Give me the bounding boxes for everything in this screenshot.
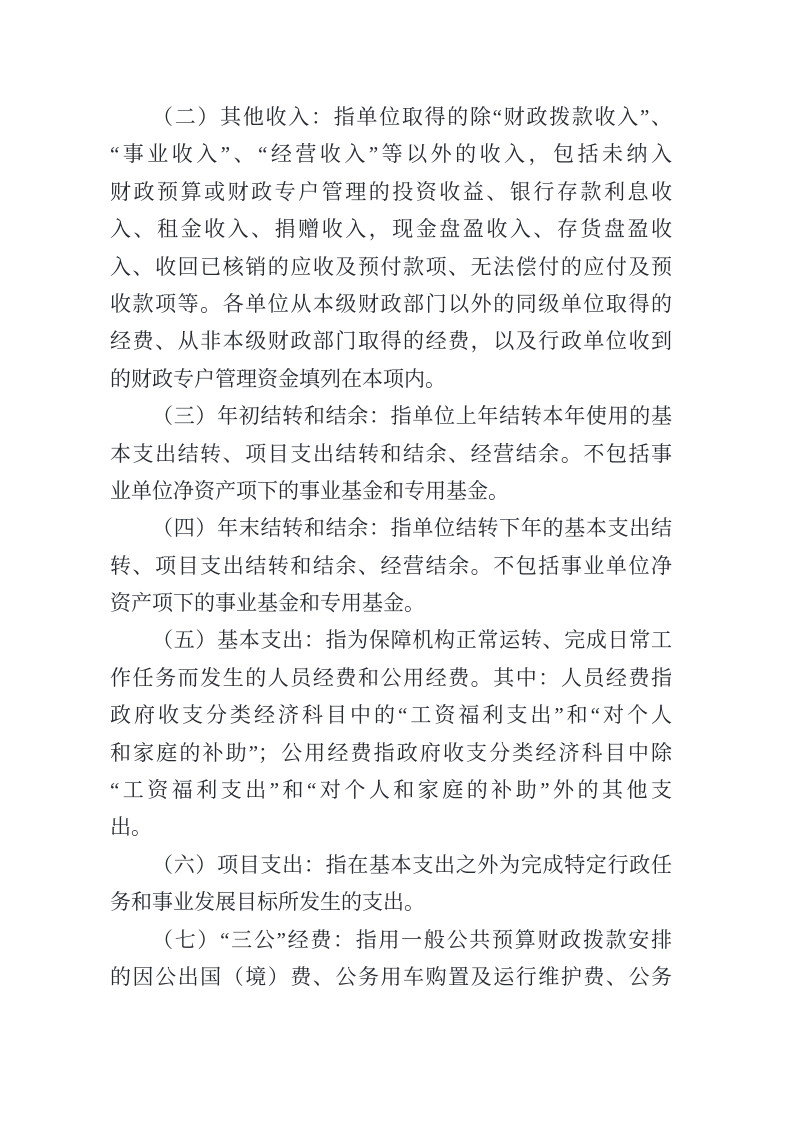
text-line: 作任务而发生的人员经费和公用经费。其中：人员经费指: [110, 665, 672, 690]
text-line: 入、收回已核销的应收及预付款项、无法偿付的应付及预: [110, 254, 672, 279]
text-line: 收款项等。各单位从本级财政部门以外的同级单位取得的: [110, 291, 672, 316]
paragraph-other-income: [110, 99, 672, 398]
text-line: （五）基本支出：指为保障机构正常运转、完成日常工: [152, 628, 672, 653]
text-line: 的因公出国（境）费、公务用车购置及运行维护费、公务: [110, 964, 672, 989]
text-line: 本支出结转、项目支出结转和结余、经营结余。不包括事: [110, 441, 672, 466]
document-body: [110, 99, 672, 996]
text-line: “工资福利支出”和“对个人和家庭的补助”外的其他支: [110, 778, 672, 803]
text-line: （四）年末结转和结余：指单位结转下年的基本支出结: [152, 516, 672, 541]
text-line: 的财政专户管理资金填列在本项内。: [110, 366, 446, 391]
text-line: （六）项目支出：指在基本支出之外为完成特定行政任: [152, 852, 672, 877]
paragraph-basic-expenditure: [110, 622, 672, 846]
text-line: 和家庭的补助”；公用经费指政府收支分类经济科目中除: [110, 740, 672, 765]
text-line: （三）年初结转和结余：指单位上年结转本年使用的基: [152, 404, 672, 429]
paragraph-year-end-carryover-and-balance: [110, 510, 672, 622]
text-line: 经费、从非本级财政部门取得的经费，以及行政单位收到: [110, 329, 672, 354]
text-line: 务和事业发展目标所发生的支出。: [110, 890, 425, 915]
text-line: 入、租金收入、捐赠收入，现金盘盈收入、存货盘盈收: [110, 217, 672, 242]
text-line: （七）“三公”经费：指用一般公共预算财政拨款安排: [152, 927, 672, 952]
text-line: 转、项目支出结转和结余、经营结余。不包括事业单位净: [110, 553, 672, 578]
text-line: 财政预算或财政专户管理的投资收益、银行存款利息收: [110, 179, 672, 204]
text-line: 资产项下的事业基金和专用基金。: [110, 591, 425, 616]
text-line: “事业收入”、“经营收入”等以外的收入，包括未纳入: [110, 142, 672, 167]
text-line: 业单位净资产项下的事业基金和专用基金。: [110, 478, 509, 503]
paragraph-three-public-expenses: [110, 922, 672, 997]
text-line: 出。: [110, 815, 152, 840]
text-line: 政府收支分类经济科目中的“工资福利支出”和“对个人: [110, 703, 672, 728]
text-line: （二）其他收入：指单位取得的除“财政拨款收入”、: [152, 105, 672, 129]
paragraph-project-expenditure: [110, 847, 672, 922]
paragraph-beginning-carryover-and-balance: [110, 398, 672, 510]
